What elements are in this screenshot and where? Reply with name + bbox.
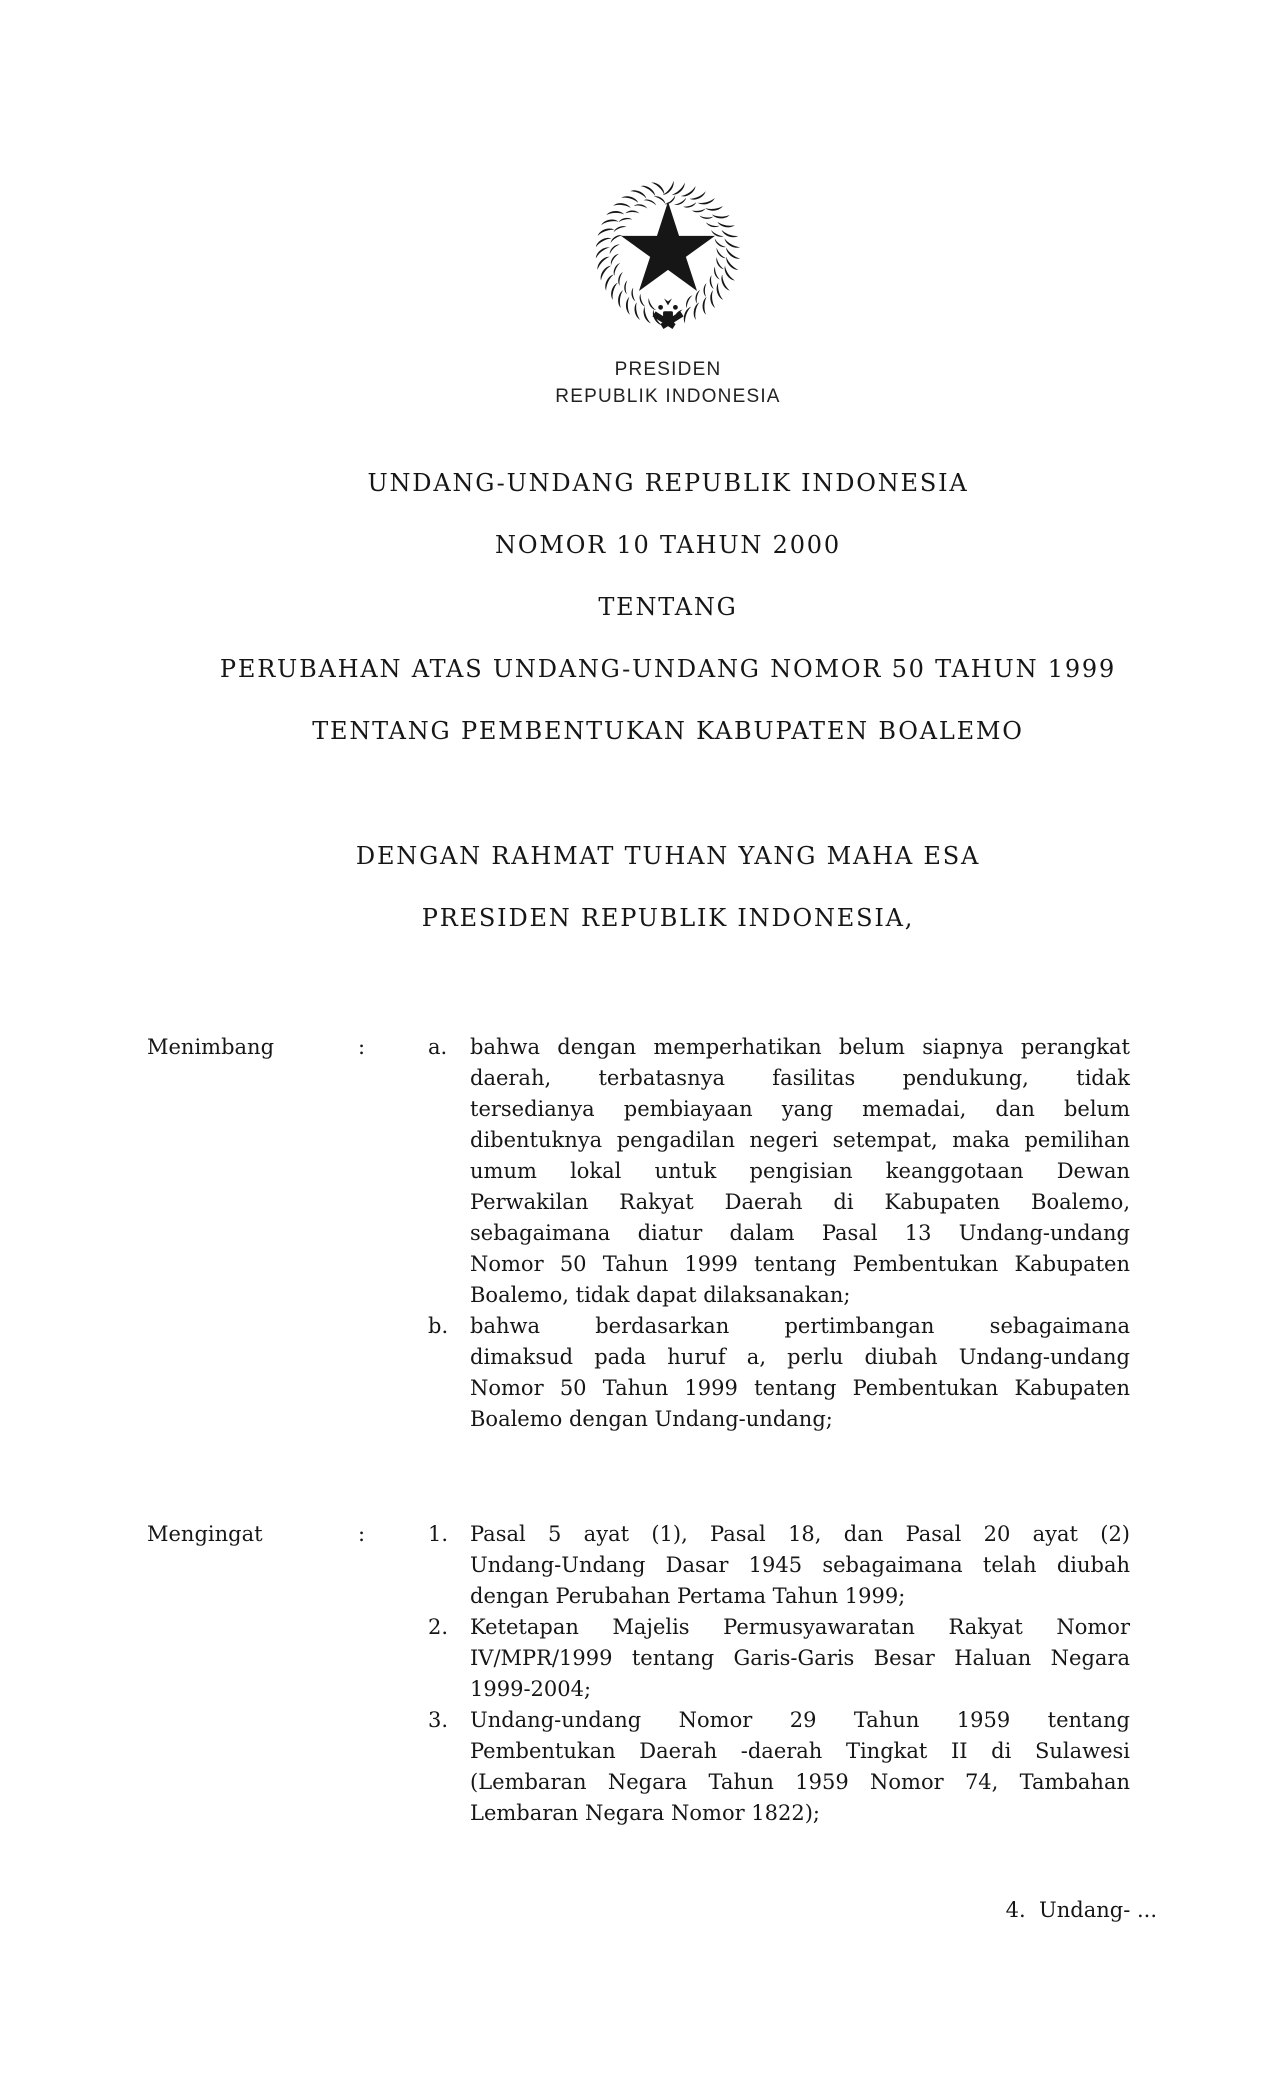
text-line: Lembaran Negara Nomor 1822); bbox=[470, 1801, 821, 1825]
item-marker: a. bbox=[428, 1035, 448, 1059]
list-item bbox=[428, 1311, 1130, 1435]
text-line: Boalemo dengan Undang-undang; bbox=[470, 1407, 833, 1431]
clauses bbox=[0, 1032, 1275, 1829]
law-title-block bbox=[0, 452, 1275, 762]
text-line: PERUBAHAN ATAS UNDANG-UNDANG NOMOR 50 TAHUN 1999 bbox=[219, 655, 1117, 683]
item-marker: b. bbox=[428, 1314, 449, 1338]
item-text bbox=[470, 1032, 1130, 1311]
text-line: bahwa dengan memperhatikan belum siapnya perangkat bbox=[470, 1035, 1130, 1059]
clause-colon: : bbox=[358, 1035, 366, 1059]
text-line: sebagaimana diatur dalam Pasal 13 Undang-undang bbox=[470, 1221, 1130, 1245]
clause-items bbox=[428, 1519, 1130, 1829]
text-line: Undang-Undang Dasar 1945 sebagaimana telah diubah bbox=[470, 1553, 1130, 1577]
star-wreath-emblem-icon bbox=[589, 176, 747, 334]
list-item bbox=[428, 1705, 1130, 1829]
list-item bbox=[428, 1612, 1130, 1705]
clause-menimbang bbox=[147, 1032, 1130, 1435]
text-line: dengan Perubahan Pertama Tahun 1999; bbox=[470, 1584, 906, 1608]
text-line: NOMOR 10 TAHUN 2000 bbox=[495, 531, 841, 559]
item-marker: 2. bbox=[428, 1615, 449, 1639]
text-line: PRESIDEN REPUBLIK INDONESIA, bbox=[421, 904, 915, 932]
clause-mengingat bbox=[147, 1519, 1130, 1829]
item-marker: 1. bbox=[428, 1522, 449, 1546]
text-line: IV/MPR/1999 tentang Garis-Garis Besar Haluan Negara bbox=[470, 1646, 1130, 1670]
text-line: TENTANG PEMBENTUKAN KABUPATEN BOALEMO bbox=[312, 717, 1024, 745]
clause-colon: : bbox=[358, 1522, 366, 1546]
text-line: UNDANG-UNDANG REPUBLIK INDONESIA bbox=[367, 469, 969, 497]
text-line: Pasal 5 ayat (1), Pasal 18, dan Pasal 20 ayat (2) bbox=[470, 1522, 1130, 1546]
text-line: Ketetapan Majelis Permusyawaratan Rakyat Nomor bbox=[470, 1615, 1130, 1639]
item-text bbox=[470, 1705, 1130, 1829]
text-line: tersedianya pembiayaan yang memadai, dan belum bbox=[470, 1097, 1130, 1121]
text-line: dimaksud pada huruf a, perlu diubah Undang-undang bbox=[470, 1345, 1130, 1369]
text-line: Perwakilan Rakyat Daerah di Kabupaten Boalemo, bbox=[470, 1190, 1130, 1214]
text-line: umum lokal untuk pengisian keanggotaan Dewan bbox=[470, 1159, 1130, 1183]
list-item bbox=[428, 1032, 1130, 1311]
text-line: Boalemo, tidak dapat dilaksanakan; bbox=[470, 1283, 851, 1307]
item-marker: 3. bbox=[428, 1708, 449, 1732]
item-text bbox=[470, 1612, 1130, 1705]
wreath-bow-ornament bbox=[652, 298, 683, 329]
letterhead-line-republik-indonesia: REPUBLIK INDONESIA bbox=[555, 386, 781, 407]
text-line: Nomor 50 Tahun 1999 tentang Pembentukan Kabupaten bbox=[470, 1252, 1130, 1276]
text-line: 1999-2004; bbox=[470, 1677, 592, 1701]
clause-items bbox=[428, 1032, 1130, 1435]
item-text bbox=[470, 1311, 1130, 1435]
clause-label: Mengingat bbox=[147, 1522, 263, 1546]
text-line: Nomor 50 Tahun 1999 tentang Pembentukan Kabupaten bbox=[470, 1376, 1130, 1400]
text-line: daerah, terbatasnya fasilitas pendukung, tidak bbox=[470, 1066, 1130, 1090]
letterhead bbox=[0, 0, 1275, 410]
star-icon bbox=[621, 202, 715, 291]
preamble-block bbox=[0, 825, 1275, 949]
catchword: 4. Undang- ... bbox=[1005, 1898, 1157, 1922]
text-line: bahwa berdasarkan pertimbangan sebagaimana bbox=[470, 1314, 1130, 1338]
item-text bbox=[470, 1519, 1130, 1612]
text-line: TENTANG bbox=[598, 593, 738, 621]
text-line: Undang-undang Nomor 29 Tahun 1959 tentang bbox=[470, 1708, 1130, 1732]
letterhead-line-presiden: PRESIDEN bbox=[614, 359, 722, 380]
text-line: DENGAN RAHMAT TUHAN YANG MAHA ESA bbox=[355, 842, 981, 870]
clause-label: Menimbang bbox=[147, 1035, 275, 1059]
text-line: dibentuknya pengadilan negeri setempat, maka pemilihan bbox=[470, 1128, 1130, 1152]
text-line: Pembentukan Daerah -daerah Tingkat II di Sulawesi bbox=[470, 1739, 1130, 1763]
list-item bbox=[428, 1519, 1130, 1612]
text-line: (Lembaran Negara Tahun 1959 Nomor 74, Tambahan bbox=[470, 1770, 1130, 1794]
